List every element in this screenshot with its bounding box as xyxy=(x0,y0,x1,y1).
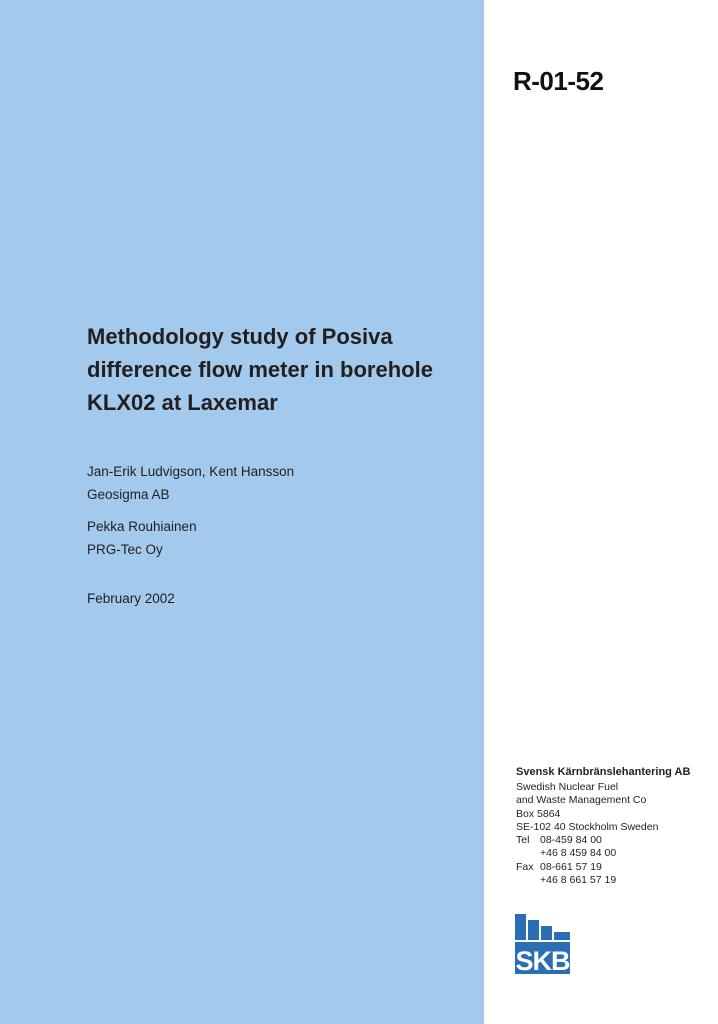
fax-row-1 xyxy=(516,861,706,874)
report-number: R-01-52 xyxy=(513,66,604,96)
publisher-name: Svensk Kärnbränslehantering AB xyxy=(516,766,691,778)
address-line-1: Swedish Nuclear Fuel xyxy=(516,781,619,793)
fax-label: Fax xyxy=(516,860,534,873)
authors-line-2: Pekka Rouhiainen xyxy=(87,519,197,534)
address-line-3: Box 5864 xyxy=(516,807,561,820)
tel-number-national: 08-459 84 00 xyxy=(540,834,602,847)
address-line-4: SE-102 40 Stockholm Sweden xyxy=(516,820,659,833)
title-line-1: Methodology study of Posiva xyxy=(87,324,393,349)
tel-row-1 xyxy=(516,834,706,847)
title-line-3: KLX02 at Laxemar xyxy=(87,390,278,415)
publisher-address xyxy=(516,766,706,887)
publication-date: February 2002 xyxy=(87,591,175,606)
fax-row-2 xyxy=(516,874,706,887)
authors-line-1: Jan-Erik Ludvigson, Kent Hansson xyxy=(87,464,295,479)
affiliation-2: PRG-Tec Oy xyxy=(87,542,163,557)
address-line-2: and Waste Management Co xyxy=(516,794,647,807)
title-line-2: difference flow meter in borehole xyxy=(87,357,433,382)
report-title xyxy=(87,320,477,419)
fax-number-national: 08-661 57 19 xyxy=(540,860,602,873)
fax-number-international: +46 8 661 57 19 xyxy=(540,874,617,887)
svg-text:SKB: SKB xyxy=(515,946,570,974)
affiliation-1: Geosigma AB xyxy=(87,487,170,502)
tel-number-international: +46 8 459 84 00 xyxy=(540,847,617,860)
tel-row-2 xyxy=(516,847,706,860)
tel-label: Tel xyxy=(516,834,530,847)
skb-logo-icon xyxy=(515,914,570,974)
